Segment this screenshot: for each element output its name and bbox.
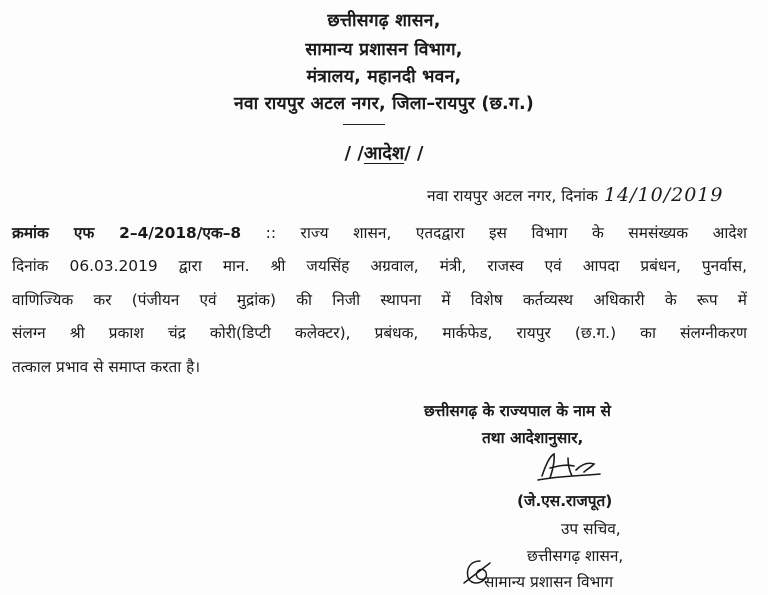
header-government: छत्तीसगढ़ शासन, xyxy=(327,11,441,31)
header-ministry: मंत्रालय, महानदी भवन, xyxy=(306,67,462,87)
signature-order-line: तथा आदेशानुसार, xyxy=(482,429,584,447)
header-department: सामान्य प्रशासन विभाग, xyxy=(305,40,463,60)
signatory-designation: उप सचिव, xyxy=(561,520,621,538)
body-line-1 xyxy=(12,222,747,243)
signatory-department: सामान्य प्रशासन विभाग xyxy=(484,573,613,591)
signatory-organization: छत्तीसगढ़ शासन, xyxy=(527,547,624,565)
body-line-2: दिनांक 06.03.2019 द्वारा मान. श्री जयसिंह अग्रवाल, मंत्री, राजस्व एवं आपदा प्रबंधन, पुनर्वास, xyxy=(12,257,747,275)
handwritten-signature xyxy=(528,446,608,486)
order-heading-word: आदेश xyxy=(363,143,405,164)
order-heading-prefix: / / xyxy=(344,143,364,164)
header-address: नवा रायपुर अटल नगर, जिला–रायपुर (छ.ग.) xyxy=(233,94,534,114)
date-line xyxy=(427,184,723,206)
order-heading xyxy=(0,141,768,165)
order-reference-number: क्रमांक एफ 2–4/2018/एक–8 xyxy=(12,224,242,242)
header-divider xyxy=(343,124,385,125)
body-line-4: संलग्न श्री प्रकाश चंद्र कोरी(डिप्टी कलेक्टर), प्रबंधक, मार्कफेड, रायपुर (छ.ग.) का संलग्नीकरण xyxy=(12,324,747,342)
body-line-3: वाणिज्यिक कर (पंजीयन एवं मुद्रांक) की निजी स्थापना में विशेष कर्तव्यस्थ अधिकारी के रूप में xyxy=(12,291,747,309)
body-line-5: तत्काल प्रभाव से समाप्त करता है। xyxy=(12,358,201,376)
signature-authority-line: छत्तीसगढ़ के राज्यपाल के नाम से xyxy=(424,402,611,420)
date-line-label: नवा रायपुर अटल नगर, दिनांक xyxy=(427,187,598,205)
body-line-1-text: :: राज्य शासन, एतदद्वारा इस विभाग के समसंख्यक आदेश xyxy=(265,224,747,242)
order-heading-suffix: / / xyxy=(404,143,424,164)
initials-mark xyxy=(460,555,494,589)
handwritten-date: 14/10/2019 xyxy=(603,184,724,206)
signatory-name: (जे.एस.राजपूत) xyxy=(517,492,613,510)
